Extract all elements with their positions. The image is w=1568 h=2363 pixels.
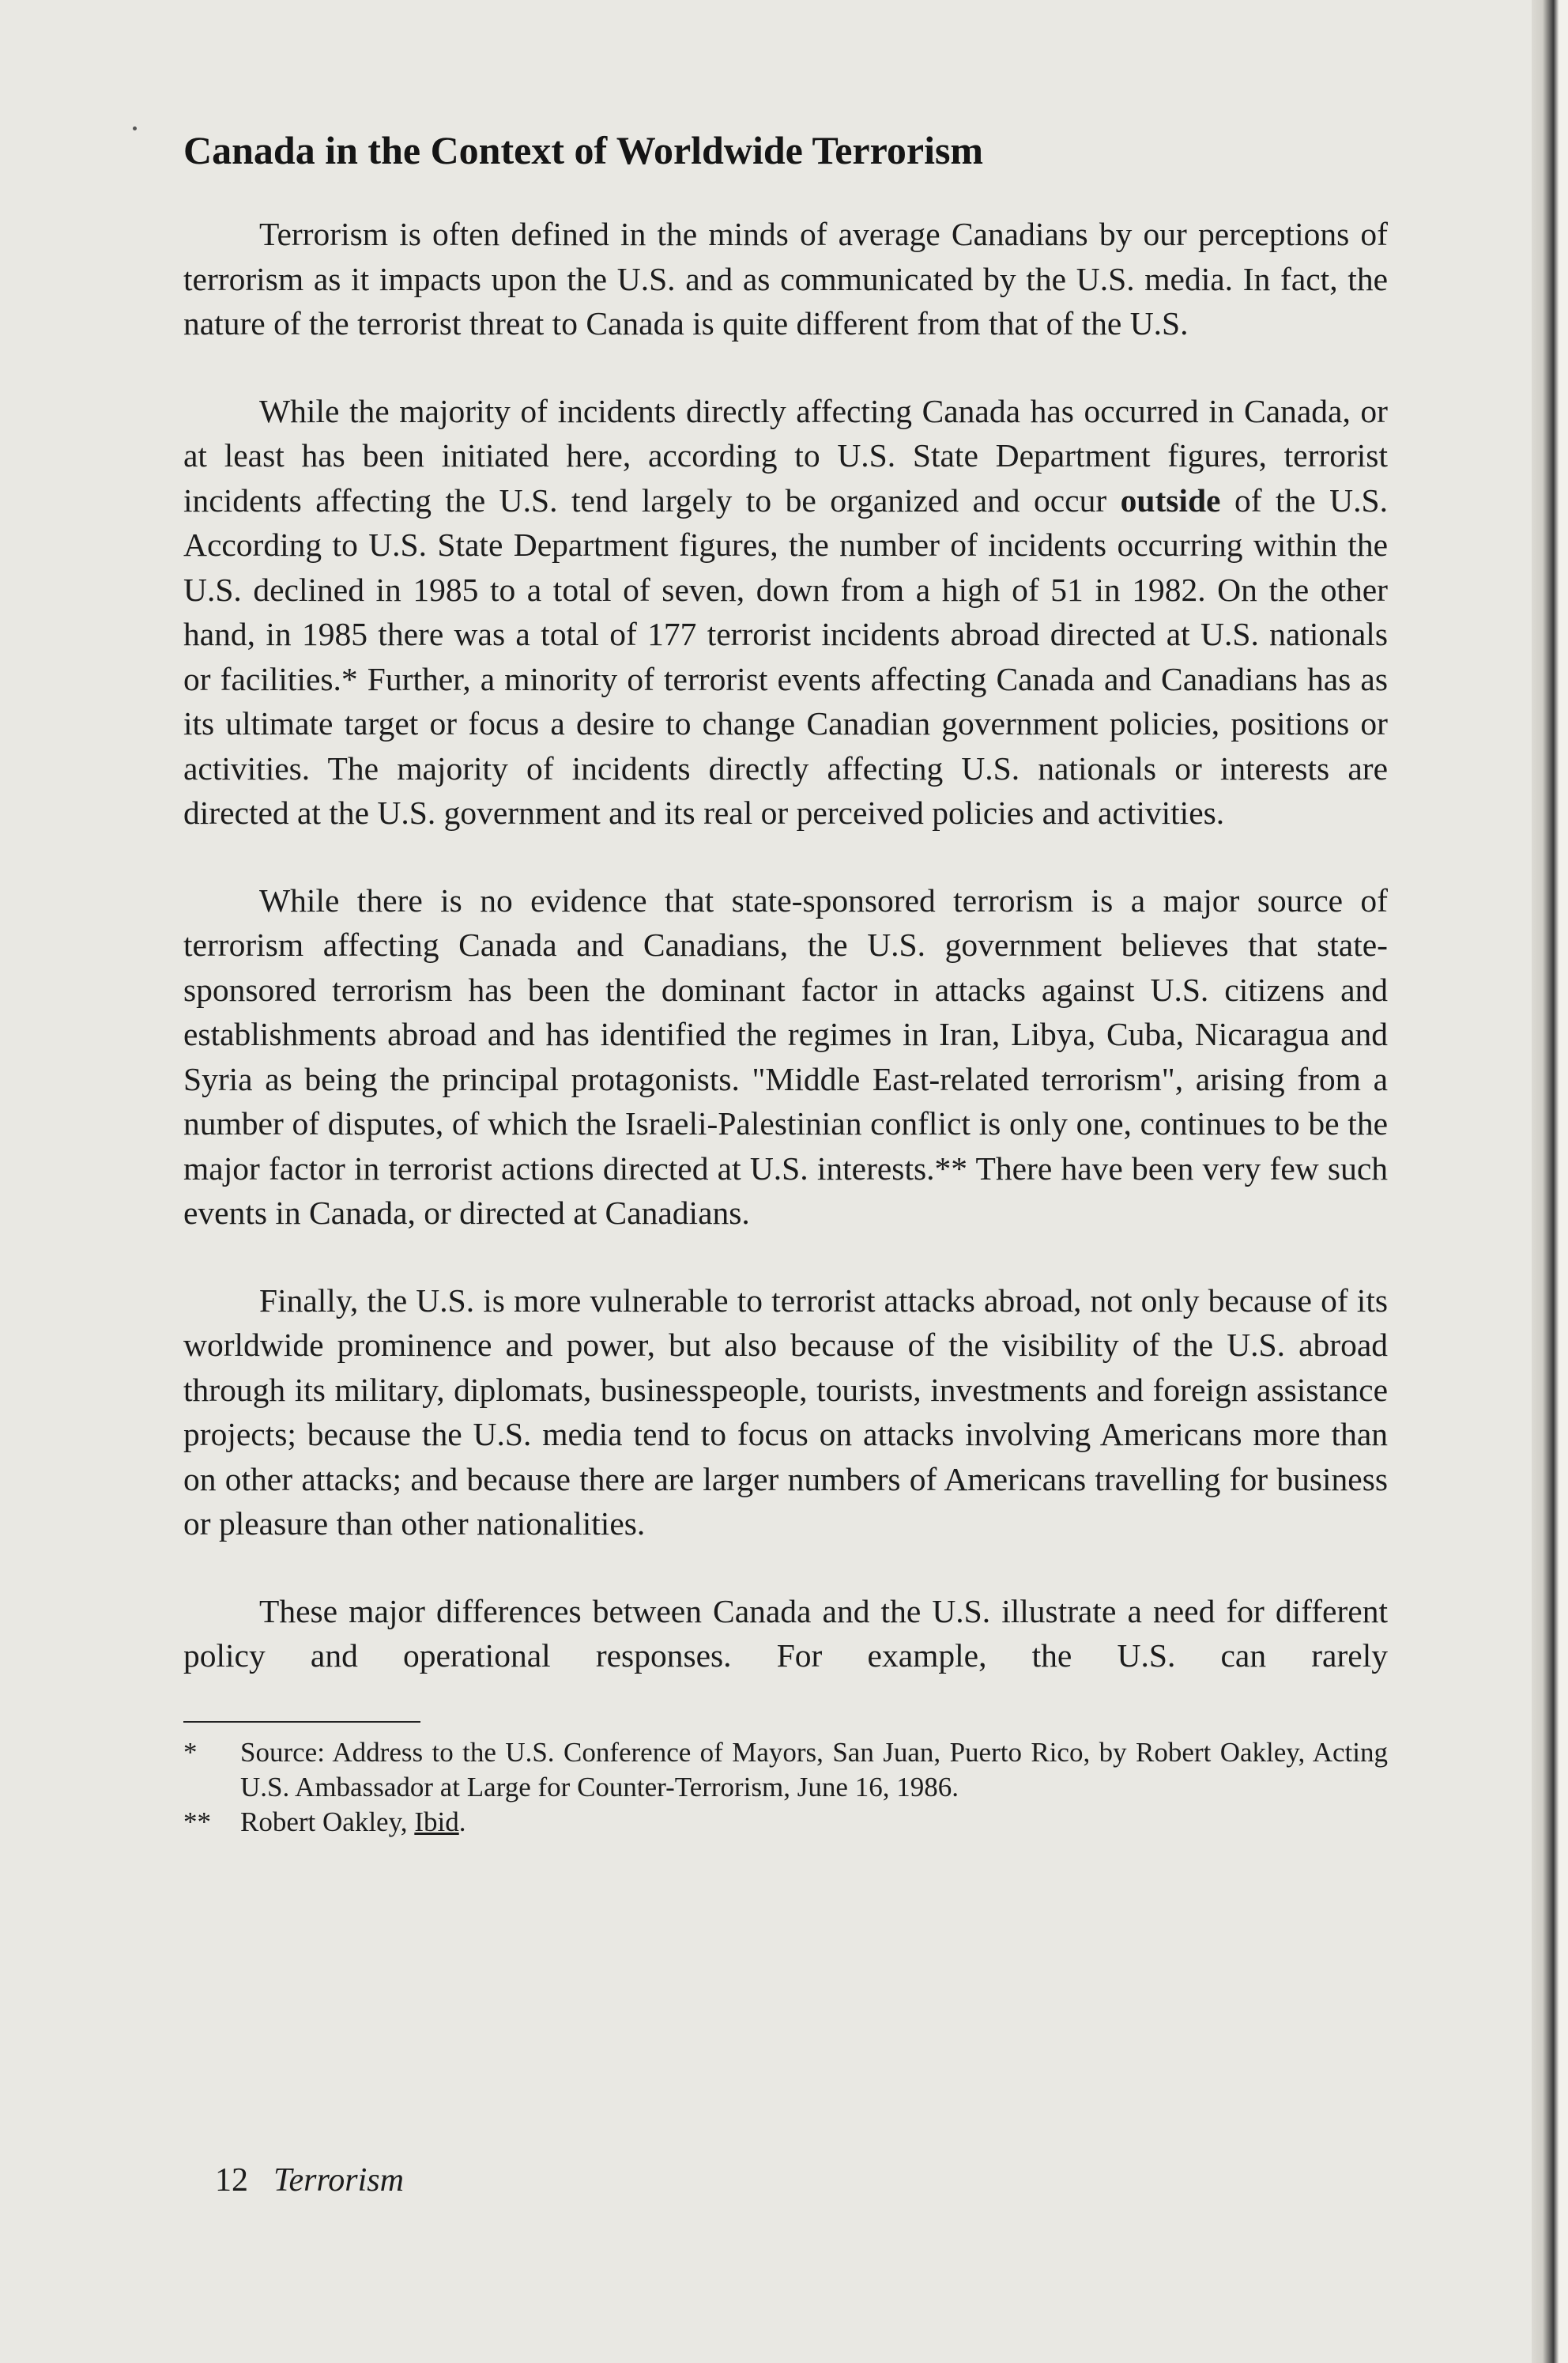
section-heading: Canada in the Context of Worldwide Terrorism <box>183 128 984 172</box>
footnote-1-mark: * <box>183 1736 198 1768</box>
paragraph-3 <box>183 878 1388 1236</box>
footnote-2-text <box>240 1805 1388 1840</box>
emphasis-outside: outside <box>1120 481 1221 519</box>
footnote-2-ibid: Ibid <box>414 1806 459 1837</box>
footnote-2-mark: ** <box>183 1806 211 1837</box>
footnote-1 <box>183 1735 1388 1805</box>
paragraph-1 <box>183 212 1388 346</box>
paragraph-4-text: Finally, the U.S. is more vulnerable to terrorist attacks abroad, not only because of its worldwide prominence and power, but also because of the visibility of the U.S. abroad through its military, diplomats, businesspeople, tourists, investments and foreign assistance projects; because the U.S. media tend to focus on attacks involving Americans more than on other attacks; and because there are larger numbers of Americans travelling for business or pleasure than other nationalities. <box>183 1282 1388 1542</box>
publication-title: Terrorism <box>273 2162 404 2199</box>
footnote-2-author: Robert Oakley, <box>240 1806 415 1837</box>
footnote-2 <box>183 1805 1388 1840</box>
paragraph-4 <box>183 1278 1388 1546</box>
paragraph-2-text-end: of the U.S. According to U.S. State Department figures, the number of incidents occurring within the U.S. declined in 1985 to a total of seven, down from a high of 51 in 1982. On the other hand, in 1985 there was a total of 177 terrorist incidents abroad directed at U.S. nationals or facilities.* Further, a minority of terrorist events affecting Canada and Canadians has as its ultimate target or focus a desire to change Canadian government policies, positions or activities. The majority of incidents directly affecting U.S. nationals or interests are directed at the U.S. government and its real or perceived policies and activities. <box>183 481 1388 831</box>
page-number: 12 <box>215 2162 248 2199</box>
paragraph-1-text: Terrorism is often defined in the minds of average Canadians by our perceptions of terrorism as it impacts upon the U.S. and as communicated by the U.S. media. In fact, the nature of the terrorist threat to Canada is quite different from that of the U.S. <box>183 216 1388 342</box>
footnote-2-period: . <box>458 1806 466 1837</box>
page-binding-edge <box>1532 0 1568 2363</box>
document-body <box>183 126 1388 1840</box>
paragraph-5 <box>183 1589 1388 1678</box>
footnote-1-text: Source: Address to the U.S. Conference of Mayors, San Juan, Puerto Rico, by Robert Oakley, Acting U.S. Ambassador at Large for Counter-Terrorism, June 16, 1986. <box>240 1736 1388 1802</box>
paragraph-2-text-start: While the majority of incidents directly affecting Canada has occurred in Canada, or at least has been initiated here, according to U.S. State Department figures, terrorist incidents affecting the U.S. tend largely to be organized and occur <box>183 392 1388 519</box>
page-footer <box>215 2160 404 2201</box>
scan-speck <box>133 126 137 130</box>
paragraph-5-text: These major differences between Canada and the U.S. illustrate a need for different policy and operational responses. For example, the U.S. can rarely <box>183 1592 1388 1674</box>
footnote-divider <box>183 1721 420 1723</box>
paragraph-2 <box>183 389 1388 836</box>
paragraph-3-text: While there is no evidence that state-sponsored terrorism is a major source of terrorism affecting Canada and Canadians, the U.S. government believes that state-sponsored terrorism has been the dominant factor in attacks against U.S. citizens and establishments abroad and has identified the regimes in Iran, Libya, Cuba, Nicaragua and Syria as being the principal protagonists. "Middle East-related terrorism", arising from a number of disputes, of which the Israeli-Palestinian conflict is only one, continues to be the major factor in terrorist actions directed at U.S. interests.** There have been very few such events in Canada, or directed at Canadians. <box>183 881 1388 1231</box>
